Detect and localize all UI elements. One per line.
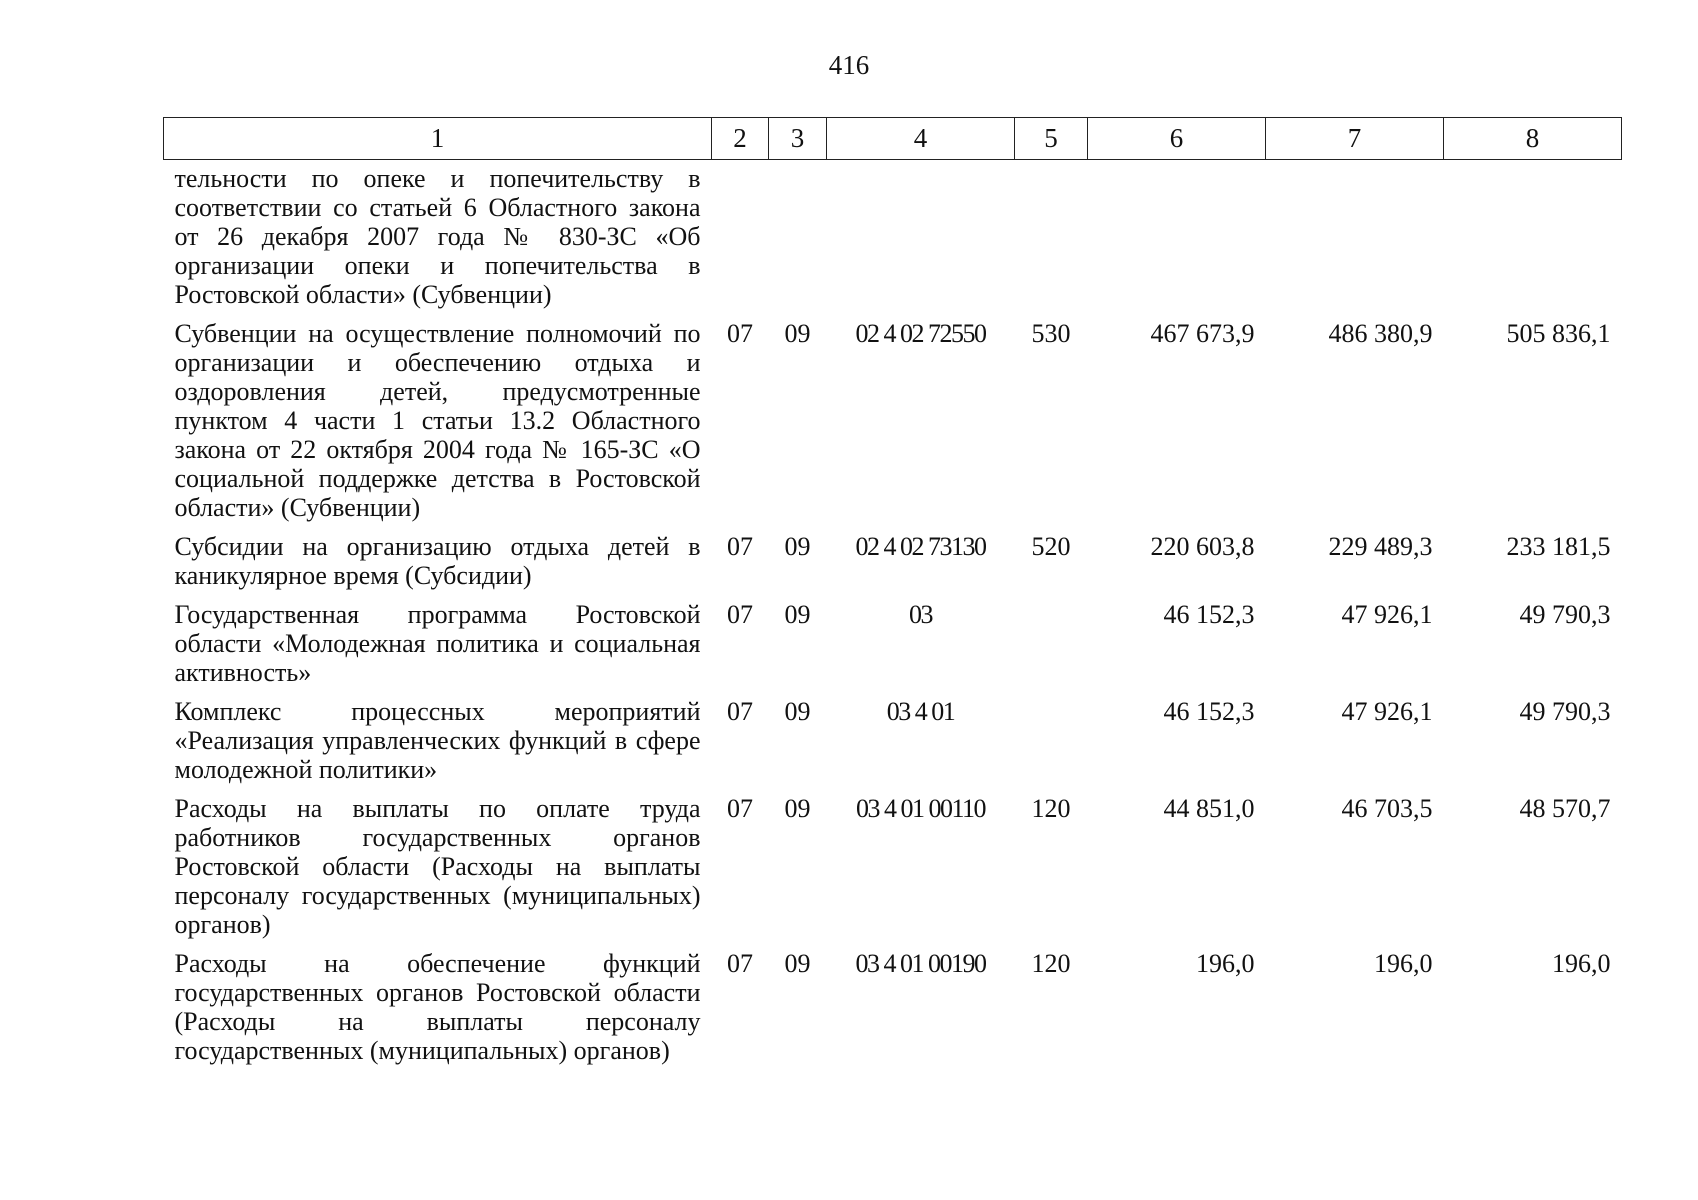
expense-type-code — [1015, 160, 1088, 320]
amount-year-2: 47 926,1 — [1341, 600, 1433, 629]
column-header: 1 — [164, 118, 712, 160]
table-row — [164, 600, 1622, 697]
target-article-code: 02 4 02 72550 — [855, 319, 986, 348]
amount-year-1: 196,0 — [1196, 949, 1255, 978]
amount-year-3: 48 570,7 — [1519, 794, 1611, 823]
section-code — [712, 160, 769, 320]
table-row — [164, 794, 1622, 949]
column-header: 2 — [712, 118, 769, 160]
subsection-code: 09 — [784, 532, 811, 561]
row-description: Комплекс процессных мероприятий «Реализация управленческих функций в сфере молодежной политики» — [174, 697, 701, 784]
target-article-code — [827, 160, 1015, 320]
amount-year-2: 47 926,1 — [1341, 697, 1433, 726]
target-article-code: 02 4 02 73130 — [855, 532, 986, 561]
table-body — [164, 160, 1622, 1076]
table-row — [164, 160, 1622, 320]
column-header: 6 — [1088, 118, 1266, 160]
section-code: 07 — [727, 600, 753, 629]
target-article-code: 03 — [909, 600, 932, 629]
section-code: 07 — [727, 794, 753, 823]
amount-year-1: 46 152,3 — [1163, 600, 1255, 629]
amount-year-2: 46 703,5 — [1341, 794, 1433, 823]
amount-year-1: 467 673,9 — [1150, 319, 1255, 348]
column-header: 4 — [827, 118, 1015, 160]
subsection-code: 09 — [784, 319, 811, 348]
header-row — [164, 118, 1622, 160]
row-description: тельности по опеке и попечительству в соответствии со статьей 6 Областного закона от 26 декабря 2007 года № 830-ЗС «Об организации опеки и попечительства в Ростовской области» (Субвенции) — [174, 164, 701, 309]
subsection-code: 09 — [784, 794, 811, 823]
section-code: 07 — [727, 319, 753, 348]
row-description: Субсидии на организацию отдыха детей в каникулярное время (Субсидии) — [174, 532, 701, 590]
expense-type-code — [1015, 697, 1088, 794]
column-header: 3 — [769, 118, 827, 160]
amount-year-3: 49 790,3 — [1519, 697, 1611, 726]
amount-year-1: 46 152,3 — [1163, 697, 1255, 726]
target-article-code: 03 4 01 — [886, 697, 955, 726]
row-description: Государственная программа Ростовской области «Молодежная политика и социальная активность» — [174, 600, 701, 687]
subsection-code: 09 — [784, 697, 811, 726]
amount-year-2: 196,0 — [1374, 949, 1433, 978]
amount-year-2 — [1266, 160, 1444, 320]
subsection-code: 09 — [784, 949, 811, 978]
table-row — [164, 532, 1622, 600]
section-code: 07 — [727, 532, 753, 561]
subsection-code: 09 — [784, 600, 811, 629]
column-header: 5 — [1015, 118, 1088, 160]
amount-year-3 — [1444, 160, 1622, 320]
amount-year-1: 44 851,0 — [1163, 794, 1255, 823]
table-row — [164, 697, 1622, 794]
table-row — [164, 319, 1622, 532]
amount-year-3: 233 181,5 — [1506, 532, 1611, 561]
row-description: Субвенции на осуществление полномочий по организации и обеспечению отдыха и оздоровления детей, предусмотренные пунктом 4 части 1 статьи 13.2 Областного закона от 22 октября 2004 года № 165-ЗС «О социальной поддержке детства в Ростовской области» (Субвенции) — [174, 319, 701, 522]
expense-type-code: 530 — [1031, 319, 1071, 348]
amount-year-2: 229 489,3 — [1328, 532, 1433, 561]
table-header — [164, 118, 1622, 160]
expense-type-code — [1015, 600, 1088, 697]
subsection-code — [769, 160, 827, 320]
column-header: 7 — [1266, 118, 1444, 160]
expense-type-code: 120 — [1031, 949, 1071, 978]
budget-table — [163, 117, 1622, 1075]
amount-year-1 — [1088, 160, 1266, 320]
row-description: Расходы на обеспечение функций государственных органов Ростовской области (Расходы на выплаты персоналу государственных (муниципальных) органов) — [174, 949, 701, 1065]
expense-type-code: 120 — [1031, 794, 1071, 823]
amount-year-1: 220 603,8 — [1150, 532, 1255, 561]
section-code: 07 — [727, 697, 753, 726]
amount-year-3: 505 836,1 — [1506, 319, 1611, 348]
page-number: 416 — [828, 50, 870, 80]
section-code: 07 — [727, 949, 753, 978]
target-article-code: 03 4 01 00110 — [855, 794, 986, 823]
table-row — [164, 949, 1622, 1075]
target-article-code: 03 4 01 00190 — [855, 949, 986, 978]
amount-year-2: 486 380,9 — [1328, 319, 1433, 348]
expense-type-code: 520 — [1031, 532, 1071, 561]
row-description: Расходы на выплаты по оплате труда работников государственных органов Ростовской области (Расходы на выплаты персоналу государственных (муниципальных) органов) — [174, 794, 701, 939]
column-header: 8 — [1444, 118, 1622, 160]
amount-year-3: 49 790,3 — [1519, 600, 1611, 629]
amount-year-3: 196,0 — [1552, 949, 1611, 978]
